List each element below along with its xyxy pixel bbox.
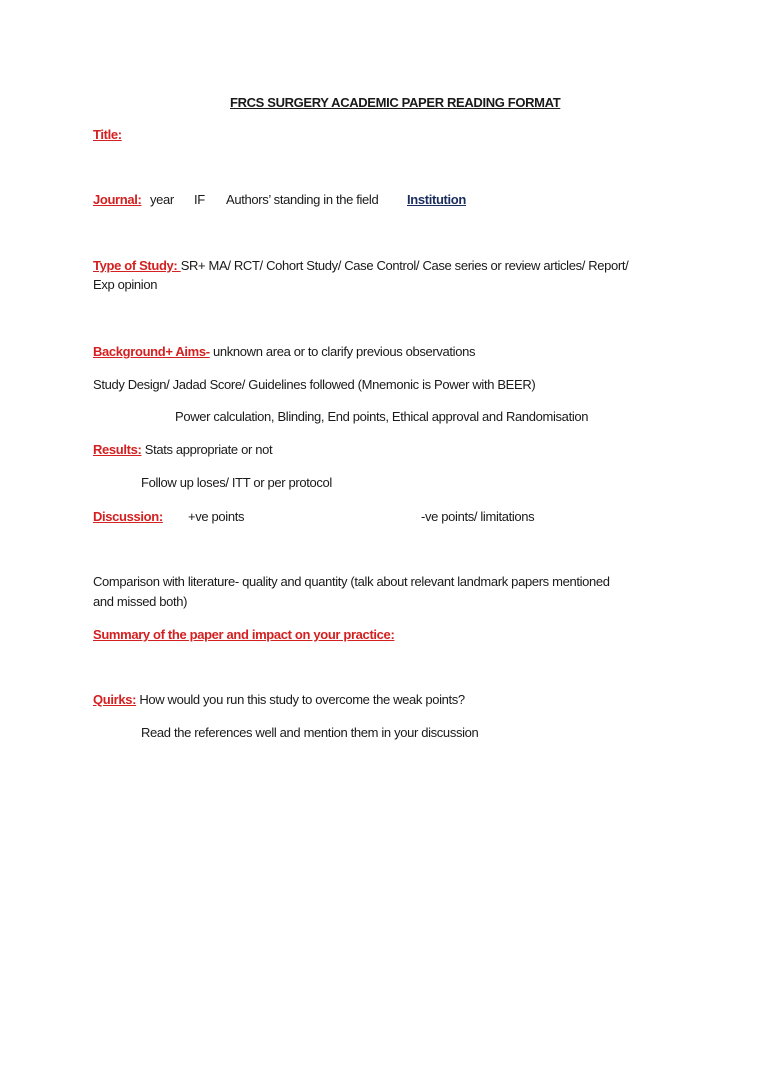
quirks-label: Quirks: (93, 692, 137, 707)
journal-if: IF (194, 192, 205, 207)
follow-up-line: Follow up loses/ ITT or per protocol (141, 475, 332, 490)
type-of-study-label: Type of Study: (93, 258, 181, 273)
journal-institution: Institution (407, 192, 466, 207)
comparison-line: Comparison with literature- quality and quantity (talk about relevant landmark papers mentioned (93, 574, 610, 589)
journal-label: Journal: (93, 192, 142, 207)
discussion-label: Discussion: (93, 509, 163, 524)
discussion-positive: +ve points (188, 509, 245, 524)
results-label: Results: (93, 442, 142, 457)
type-of-study-text: SR+ MA/ RCT/ Cohort Study/ Case Control/ Case series or review articles/ Report/ (180, 258, 629, 273)
type-of-study-continuation: Exp opinion (93, 277, 158, 292)
document-heading: FRCS SURGERY ACADEMIC PAPER READING FORMAT (230, 95, 561, 110)
type-of-study-line (93, 257, 628, 274)
power-calculation-line: Power calculation, Blinding, End points, Ethical approval and Randomisation (175, 409, 589, 424)
background-label: Background+ Aims- (93, 344, 210, 359)
title-label: Title: (93, 127, 122, 142)
summary-label: Summary of the paper and impact on your practice: (93, 627, 395, 642)
results-text: Stats appropriate or not (141, 442, 273, 457)
references-line: Read the references well and mention them in your discussion (141, 725, 479, 740)
background-text: unknown area or to clarify previous observations (209, 344, 476, 359)
comparison-continuation: and missed both) (93, 594, 188, 609)
journal-authors: Authors’ standing in the field (226, 192, 379, 207)
study-design-line: Study Design/ Jadad Score/ Guidelines followed (Mnemonic is Power with BEER) (93, 377, 536, 392)
discussion-line (93, 508, 535, 525)
journal-line (93, 191, 466, 208)
discussion-negative: -ve points/ limitations (421, 509, 535, 524)
quirks-line (93, 691, 465, 708)
results-line (93, 441, 272, 458)
quirks-text: How would you run this study to overcome the weak points? (136, 692, 465, 707)
journal-year: year (150, 192, 174, 207)
background-line (93, 343, 475, 360)
